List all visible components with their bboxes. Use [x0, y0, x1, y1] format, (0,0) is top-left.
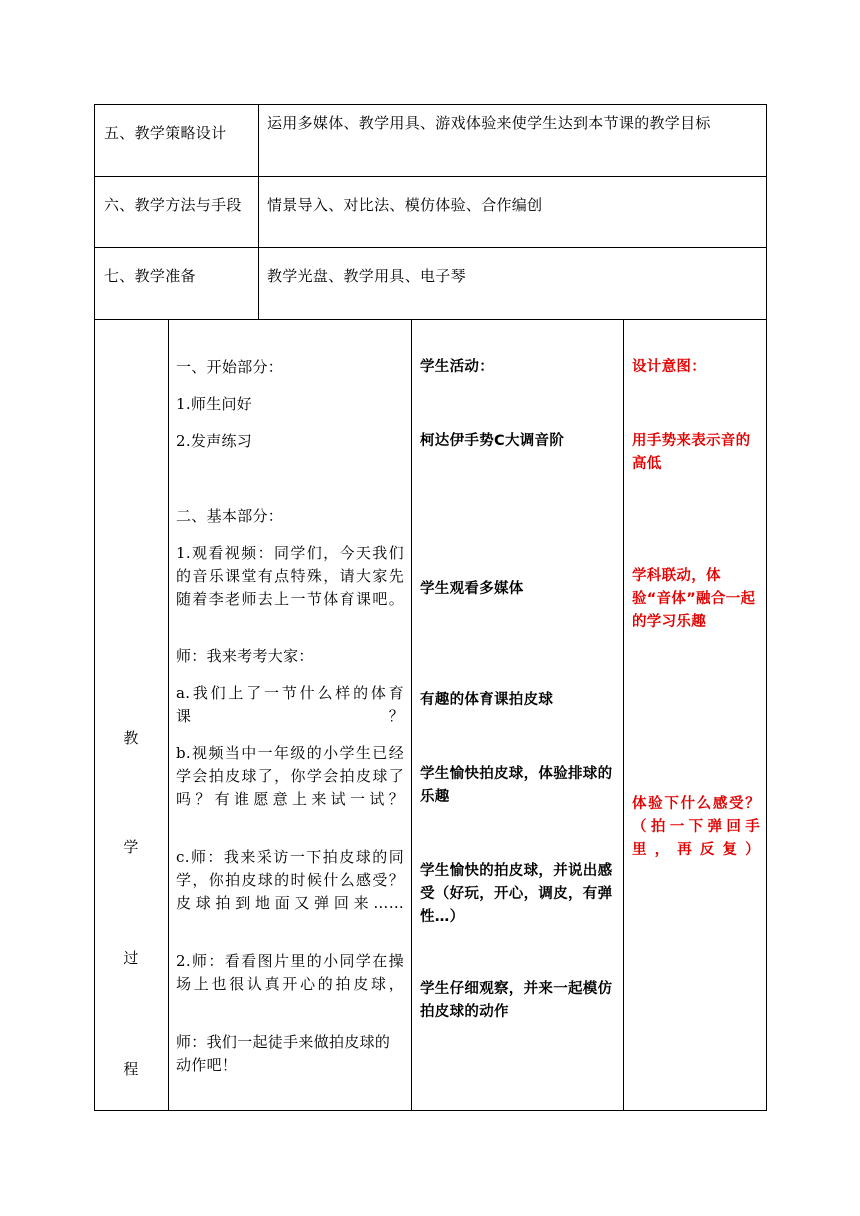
side-column-divider: [168, 319, 169, 1111]
row-divider: [94, 319, 767, 320]
student-column-divider: [623, 319, 624, 1111]
student-text: 有趣的体育课拍皮球: [420, 692, 554, 708]
side-label-char: 教: [123, 729, 139, 747]
side-label-char: 过: [123, 949, 139, 967]
intent-text: 用手势来表示音的高低: [632, 433, 751, 472]
teacher-text: 一、开始部分：: [176, 358, 284, 376]
intent-heading: 设计意图：: [632, 359, 706, 375]
teacher-text: 师：我来考考大家：: [176, 647, 314, 665]
side-label-char: 程: [123, 1060, 139, 1078]
intent-text: 学科联动，体验“音体”融合一起的学习乐趣: [632, 568, 756, 630]
row-divider: [94, 247, 767, 248]
student-text: 学生观看多媒体: [420, 581, 524, 597]
side-label-char: 学: [123, 838, 139, 856]
row-divider: [94, 176, 767, 177]
student-text: 学生愉快拍皮球，体验排球的乐趣: [420, 766, 613, 805]
teacher-text: 1.观看视频：同学们，今天我们的音乐课堂有点特殊，请大家先随着李老师去上一节体育课吧。: [176, 544, 404, 608]
student-text: 学生仔细观察，并来一起模仿拍皮球的动作: [420, 981, 613, 1020]
row-content-methods: 情景导入、对比法、模仿体验、合作编创: [267, 196, 543, 214]
student-text: 柯达伊手势C大调音阶: [420, 433, 565, 449]
teacher-text: 二、基本部分：: [176, 507, 284, 525]
teacher-text: 2.师：看看图片里的小同学在操场上也很认真开心的拍皮球，: [176, 952, 404, 993]
teacher-text: 师：我们一起徒手来做拍皮球的动作吧！: [176, 1033, 391, 1074]
student-text: 学生愉快的拍皮球，并说出感受（好玩，开心，调皮，有弹性…）: [420, 863, 613, 925]
table-border-bottom: [94, 1110, 767, 1111]
row-content-preparation: 教学光盘、教学用具、电子琴: [267, 267, 466, 285]
row-label-preparation: 七、教学准备: [104, 267, 196, 285]
teacher-text: c.师：我来采访一下拍皮球的同学，你拍皮球的时候什么感受？皮球拍到地面又弹回来……: [176, 848, 404, 912]
row-label-strategy: 五、教学策略设计: [104, 124, 227, 142]
student-heading: 学生活动：: [420, 359, 494, 375]
teacher-text: 2.发声练习: [176, 432, 253, 450]
teacher-column-divider: [411, 319, 412, 1111]
row-label-methods: 六、教学方法与手段: [104, 196, 242, 214]
label-column-divider: [258, 104, 259, 320]
row-content-strategy: 运用多媒体、教学用具、游戏体验来使学生达到本节课的教学目标: [267, 114, 711, 132]
teacher-text: 1.师生问好: [176, 395, 253, 413]
table-border-right: [766, 104, 767, 1111]
table-border-top: [94, 104, 767, 105]
intent-text: 体验下什么感受？（拍一下弹回手里，再反复）: [632, 796, 760, 858]
teacher-text: a.我们上了一节什么样的体育课？: [176, 684, 404, 725]
teacher-text: b.视频当中一年级的小学生已经学会拍皮球了，你学会拍皮球了吗？有谁愿意上来试一试？: [176, 744, 404, 808]
